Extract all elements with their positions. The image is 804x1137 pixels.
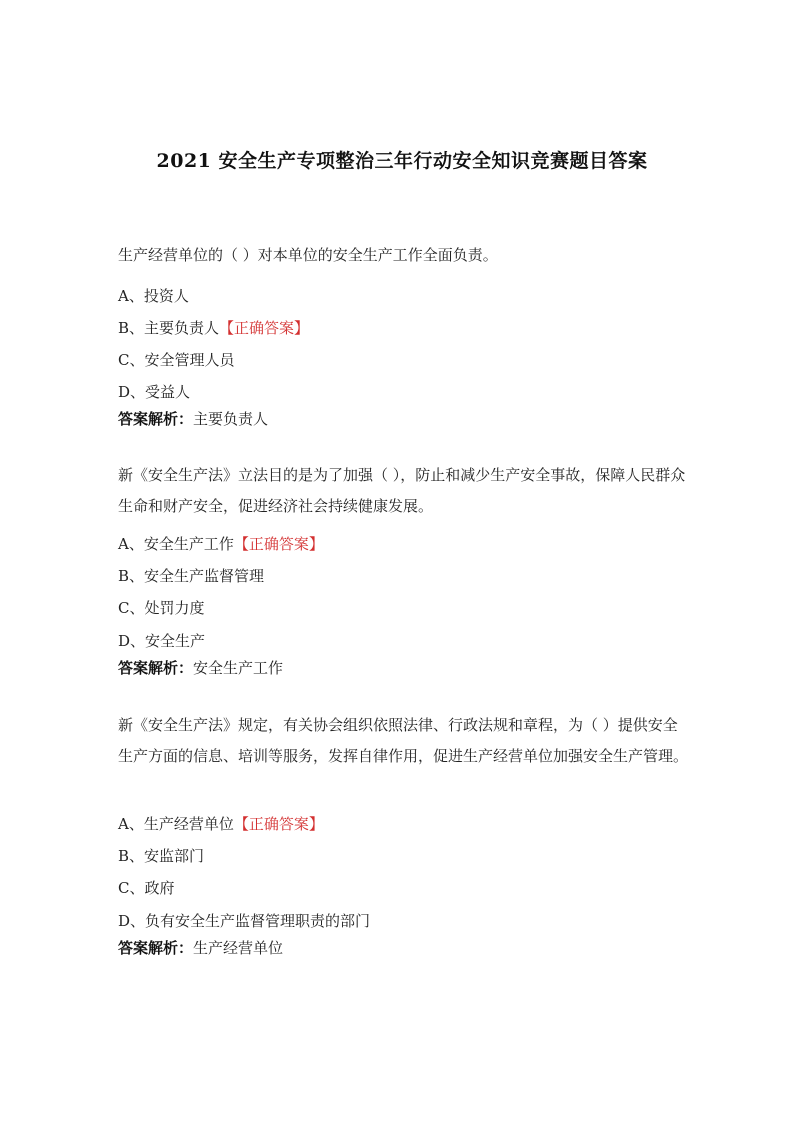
option-text: B、主要负责人 <box>118 319 220 337</box>
option-text: A、安全生产工作 <box>118 535 234 553</box>
question-1-option-a <box>118 286 189 306</box>
analysis-text: 主要负责人 <box>193 410 269 428</box>
analysis-label: 答案解析： <box>118 410 194 428</box>
correct-answer-tag: 【正确答案】 <box>219 319 310 337</box>
question-2-option-b <box>118 566 264 586</box>
question-3-option-c <box>118 878 174 898</box>
question-3-stem: 新《安全生产法》规定，有关协会组织依照法律、行政法规和章程，为（ ）提供安全生产方面的信息、培训等服务，发挥自律作用，促进生产经营单位加强安全生产管理。 <box>118 716 689 765</box>
question-3-analysis <box>118 938 283 958</box>
question-2-option-d <box>118 631 205 651</box>
correct-answer-tag: 【正确答案】 <box>233 535 324 553</box>
question-1-analysis <box>118 409 268 429</box>
analysis-label: 答案解析： <box>118 659 194 677</box>
option-text: B、安全生产监督管理 <box>118 567 265 585</box>
question-1-option-b <box>118 318 309 338</box>
analysis-text: 安全生产工作 <box>193 659 284 677</box>
question-3-option-d <box>118 911 370 931</box>
option-text: B、安监部门 <box>118 847 205 865</box>
question-1-option-c <box>118 350 234 370</box>
question-3-option-b <box>118 846 204 866</box>
option-text: C、政府 <box>118 879 175 897</box>
question-2-option-c <box>118 598 204 618</box>
option-text: D、受益人 <box>118 383 191 401</box>
question-2-analysis <box>118 658 283 678</box>
analysis-text: 生产经营单位 <box>193 939 284 957</box>
analysis-label: 答案解析： <box>118 939 194 957</box>
option-text: D、安全生产 <box>118 632 206 650</box>
question-1-stem: 生产经营单位的（ ）对本单位的安全生产工作全面负责。 <box>118 246 498 264</box>
option-text: D、负有安全生产监督管理职责的部门 <box>118 912 371 930</box>
question-1-option-d <box>118 382 190 402</box>
correct-answer-tag: 【正确答案】 <box>233 815 324 833</box>
question-3-option-a <box>118 814 324 834</box>
question-2-option-a <box>118 534 324 554</box>
question-2-stem: 新《安全生产法》立法目的是为了加强（ ），防止和减少生产安全事故，保障人民群众生命和财产安全，促进经济社会持续健康发展。 <box>118 466 686 515</box>
option-text: C、处罚力度 <box>118 599 205 617</box>
option-text: A、投资人 <box>118 287 189 305</box>
option-text: A、生产经营单位 <box>118 815 234 833</box>
option-text: C、安全管理人员 <box>118 351 235 369</box>
page-title: 2021 安全生产专项整治三年行动安全知识竞赛题目答案 <box>156 150 648 172</box>
